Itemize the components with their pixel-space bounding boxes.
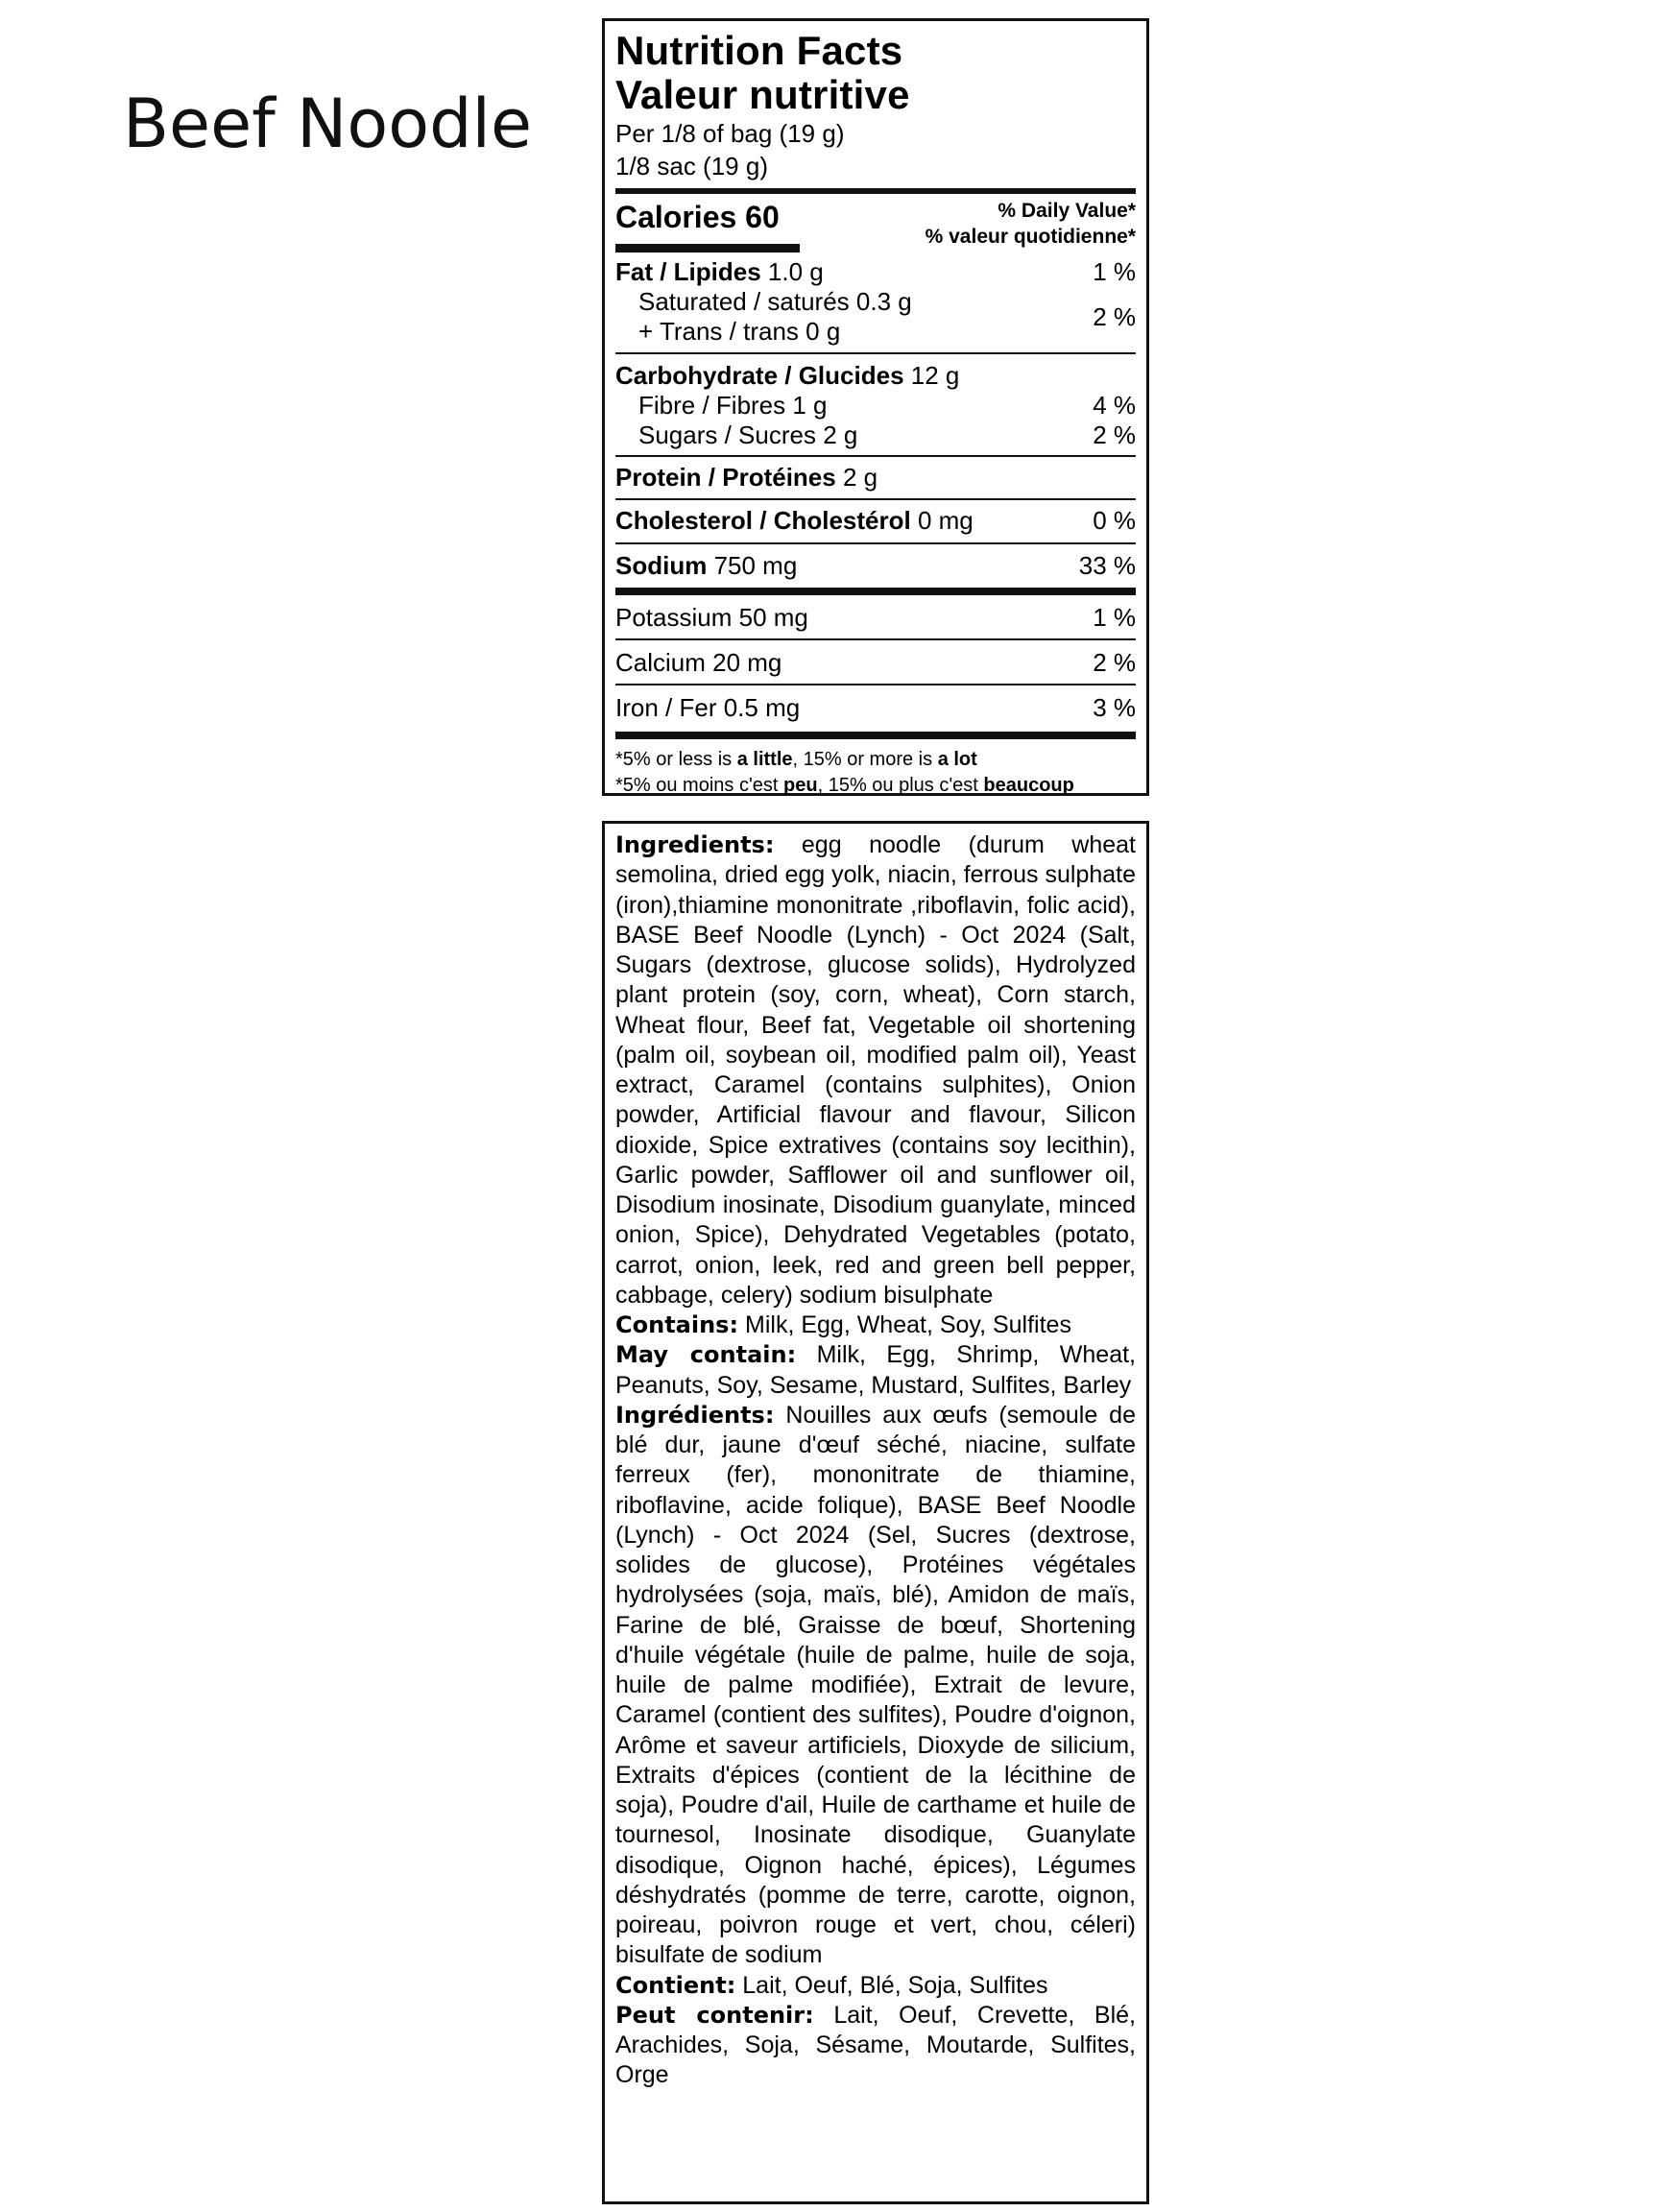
daily-value-en: % Daily Value* [998,200,1136,222]
potassium-label: Potassium 50 mg [615,603,808,632]
may-contain-en [615,1340,1136,1401]
may-contain-label: May contain: [615,1341,797,1369]
ingredients-fr-label: Ingrédients: [615,1401,775,1429]
fat-label: Fat / Lipides [615,257,761,286]
sat-trans-group [615,287,1136,347]
sugars-label: Sugars / Sucres 2 g [638,421,858,449]
cholesterol-label: Cholesterol / Cholestérol [615,506,911,535]
may-contain-text: Milk, Egg, Shrimp, Wheat, Peanuts, Soy, Sesame, Mustard, Sulfites, Barley [615,1341,1136,1399]
iron-label: Iron / Fer 0.5 mg [615,693,801,722]
calcium-label: Calcium 20 mg [615,648,782,677]
carb-row [615,361,1136,391]
divider [615,352,1136,354]
divider [615,638,1136,640]
iron-pct: 3 % [1093,693,1136,722]
contient-text: Lait, Oeuf, Blé, Soja, Sulfites [735,1971,1048,1999]
contains-text: Milk, Egg, Wheat, Soy, Sulfites [738,1311,1071,1338]
fat-row [615,257,1136,287]
sodium-amount: 750 mg [713,551,798,580]
fibre-pct: 4 % [1093,391,1136,420]
sodium-pct: 33 % [1078,551,1136,580]
contains-label: Contains: [615,1311,739,1338]
serving-size-fr: 1/8 sac (19 g) [615,152,768,180]
cholesterol-pct: 0 % [1093,506,1136,535]
protein-row [615,463,1136,493]
calories-label: Calories 60 [615,200,780,234]
contains-fr [615,1971,1136,2001]
product-title: Beef Noodle [123,84,533,163]
sodium-row [615,551,1136,581]
serving-size-en: Per 1/8 of bag (19 g) [615,119,845,148]
calcium-row [615,648,1136,678]
calcium-pct: 2 % [1093,648,1136,677]
contient-label: Contient: [615,1971,736,1999]
calories-bar [615,244,800,252]
footnote-en: *5% or less is a little, 15% or more is a lot [615,749,977,770]
protein-label: Protein / Protéines [615,463,836,492]
ingredients-text: egg noodle (durum wheat semolina, dried egg yolk, niacin, ferrous sulphate (iron),thiamine mononitrate ,riboflavin, folic acid), BASE Beef Noodle (Lynch) - Oct 2024 (Salt, Sugars (dextrose, glucose solids), Hydrolyzed plant protein (soy, corn, wheat), Corn starch, Wheat flour, Beef fat, Vegetable oil shortening (palm oil, soybean oil, modified palm oil), Yeast extract, Caramel (contains sulphites), Onion powder, Artificial flavour and flavour, Silicon dioxide, Spice extratives (contains soy lecithin), Garlic powder, Safflower oil and sunflower oil, Disodium inosinate, Disodium guanylate, minced onion, Spice), Dehydrated Vegetables (potato, carrot, onion, leek, red and green bell pepper, cabbage, celery) sodium bisulphate [615,831,1136,1309]
iron-row [615,693,1136,723]
footnote-fr: *5% ou moins c'est peu, 15% ou plus c'est beaucoup [615,775,1074,796]
ingredients-label: Ingredients: [615,831,775,858]
peut-contenir-label: Peut contenir: [615,2001,814,2029]
divider [615,732,1136,739]
trans-row: + Trans / trans 0 g [638,317,841,346]
potassium-pct: 1 % [1093,603,1136,632]
ingredients-fr [615,1401,1136,1971]
nutrition-title-fr: Valeur nutritive [615,72,910,117]
contains-en [615,1310,1136,1340]
divider [615,588,1136,595]
nutrition-title-en: Nutrition Facts [615,28,903,73]
potassium-row [615,603,1136,633]
fibre-label: Fibre / Fibres 1 g [638,391,828,420]
ingredients-fr-text: Nouilles aux œufs (semoule de blé dur, jaune d'œuf séché, niacine, sulfate ferreux (fer), mononitrate de thiamine, riboflavine, acide folique), BASE Beef Noodle (Lynch) - Oct 2024 (Sel, Sucres (dextrose, solides de glucose), Protéines végétales hydrolysées (soja, maïs, blé), Amidon de maïs, Farine de blé, Graisse de bœuf, Shortening d'huile végétale (huile de palme, huile de soja, huile de palme modifiée), Extrait de levure, Caramel (contient des sulfites), Poudre d'oignon, Arôme et saveur artificiels, Dioxyde de silicium, Extraits d'épices (contient de la lécithine de soja), Poudre d'ail, Huile de carthame et huile de tournesol, Inosinate disodique, Guanylate disodique, Oignon haché, épices), Légumes déshydratés (pomme de terre, carotte, oignon, poireau, poivron rouge et vert, chou, céleri) bisulfate de sodium [615,1401,1136,1969]
divider [615,684,1136,685]
divider [615,455,1136,457]
divider [615,542,1136,544]
nutrition-facts-panel [602,18,1149,796]
carb-label: Carbohydrate / Glucides [615,361,904,390]
may-contain-fr [615,2001,1136,2091]
ingredients-panel [602,821,1149,2204]
fat-amount: 1.0 g [767,257,824,286]
saturated-row: Saturated / saturés 0.3 g [638,287,912,316]
daily-value-header [926,198,1136,250]
daily-value-fr: % valeur quotidienne* [925,226,1136,248]
sodium-label: Sodium [615,551,708,580]
fat-pct: 1 % [1093,257,1136,286]
cholesterol-amount: 0 mg [917,506,974,535]
protein-amount: 2 g [842,463,878,492]
carb-amount: 12 g [910,361,960,390]
calories-row [615,194,1136,252]
fibre-row [615,391,1136,421]
divider [615,498,1136,500]
sugars-row [615,421,1136,450]
ingredients-en [615,830,1136,1310]
sugars-pct: 2 % [1093,421,1136,449]
sat-trans-pct: 2 % [1093,302,1136,331]
cholesterol-row [615,506,1136,536]
peut-contenir-text: Lait, Oeuf, Crevette, Blé, Arachides, Soja, Sésame, Moutarde, Sulfites, Orge [615,2001,1136,2089]
